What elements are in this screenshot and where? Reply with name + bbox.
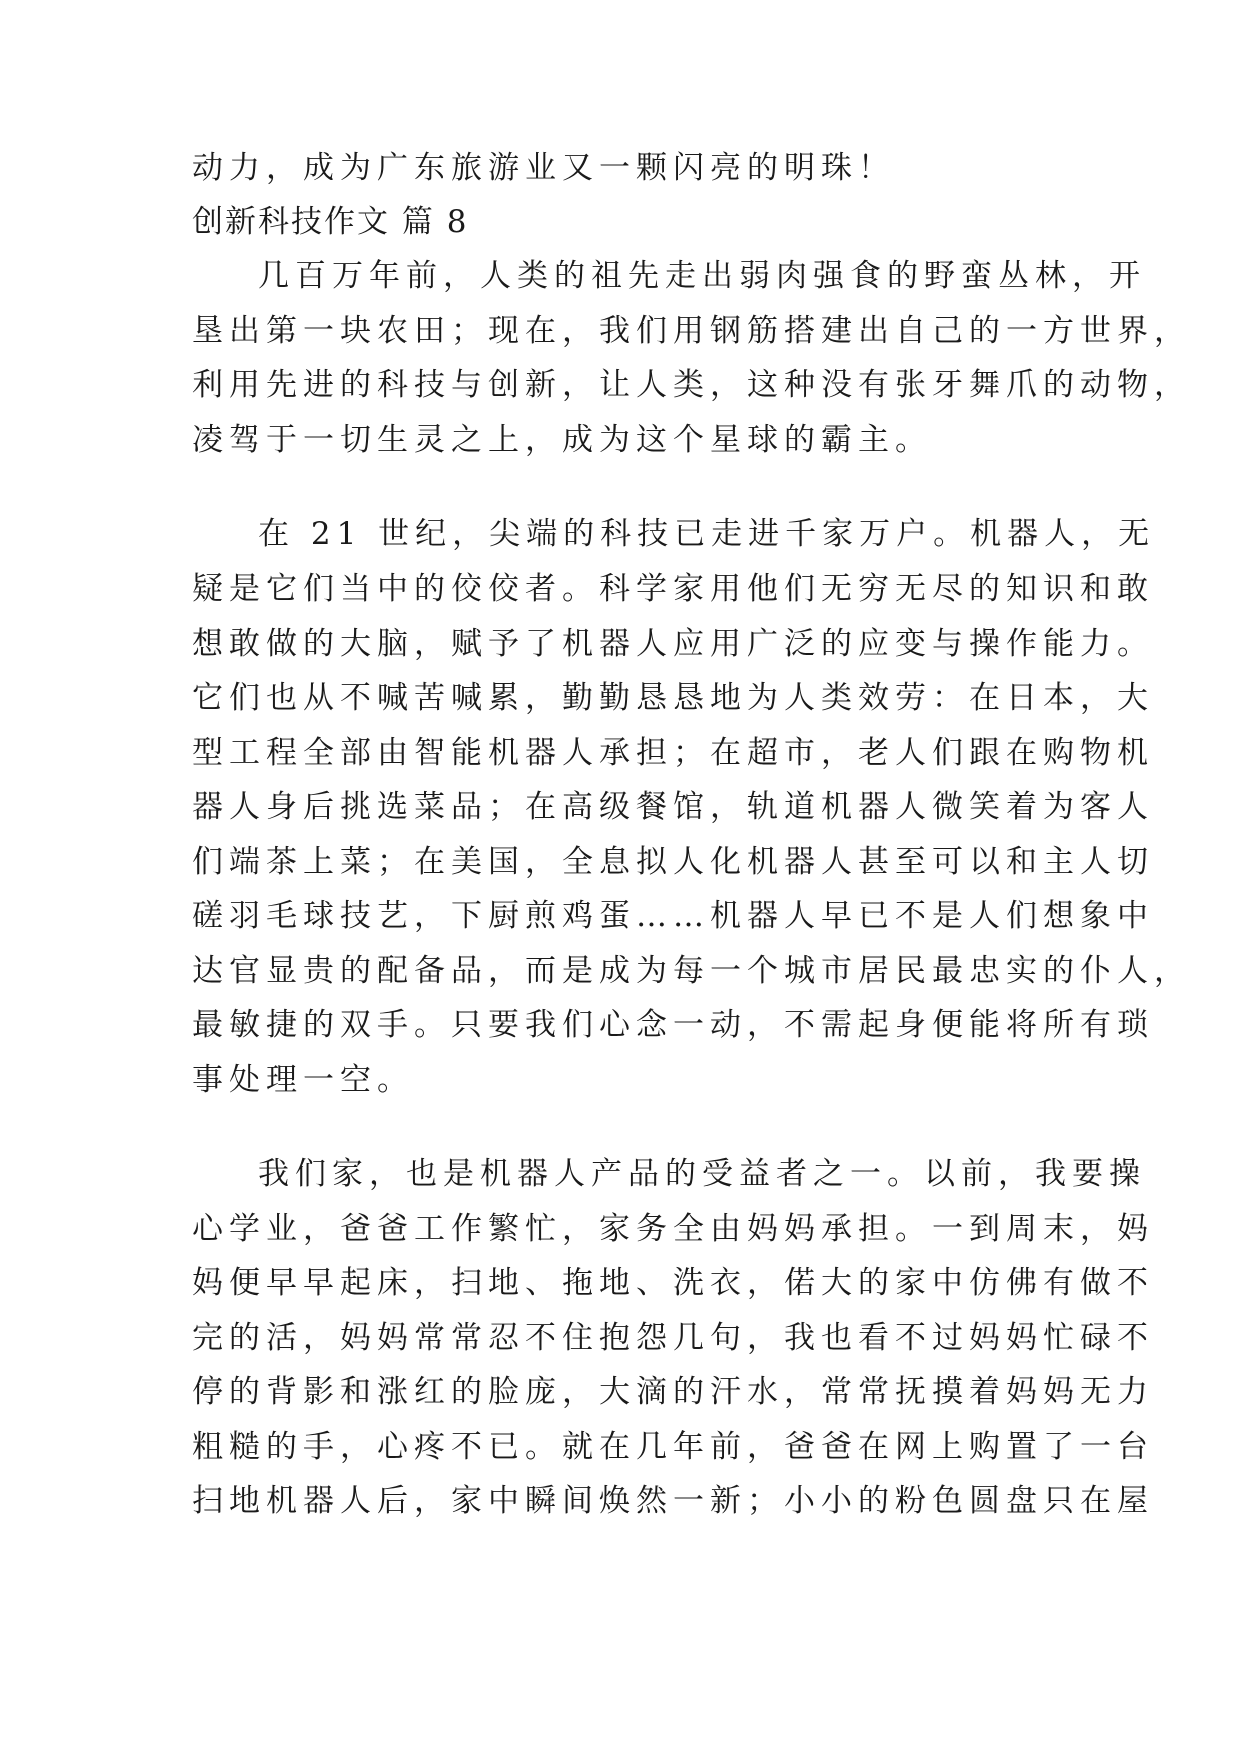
paragraph-2-line-7: 们端茶上菜；在美国，全息拟人化机器人甚至可以和主人切 — [192, 844, 1154, 880]
paragraph-2-line-1: 在 21 世纪，尖端的科技已走进千家万户。机器人，无 — [258, 516, 1156, 552]
paragraph-3-line-5: 停的背影和涨红的脸庞，大滴的汗水，常常抚摸着妈妈无力 — [192, 1374, 1154, 1410]
paragraph-3-line-1: 我们家，也是机器人产品的受益者之一。以前，我要操 — [258, 1156, 1146, 1192]
paragraph-3-line-2: 心学业，爸爸工作繁忙，家务全由妈妈承担。一到周末，妈 — [192, 1211, 1154, 1247]
paragraph-2-line-11: 事处理一空。 — [192, 1062, 414, 1098]
paragraph-3-line-4: 完的活，妈妈常常忍不住抱怨几句，我也看不过妈妈忙碌不 — [192, 1320, 1154, 1356]
paragraph-2-line-3: 想敢做的大脑，赋予了机器人应用广泛的应变与操作能力。 — [192, 626, 1154, 662]
paragraph-1-line-3: 利用先进的科技与创新，让人类，这种没有张牙舞爪的动物， — [192, 367, 1191, 403]
paragraph-1-line-1: 几百万年前，人类的祖先走出弱肉强食的野蛮丛林，开 — [258, 258, 1146, 294]
paragraph-2-line-10: 最敏捷的双手。只要我们心念一动，不需起身便能将所有琐 — [192, 1007, 1154, 1043]
paragraph-2-line-2: 疑是它们当中的佼佼者。科学家用他们无穷无尽的知识和敢 — [192, 571, 1154, 607]
paragraph-2-line-4: 它们也从不喊苦喊累，勤勤恳恳地为人类效劳：在日本，大 — [192, 680, 1154, 716]
paragraph-1-line-4: 凌驾于一切生灵之上，成为这个星球的霸主。 — [192, 422, 932, 458]
paragraph-3-line-6: 粗糙的手，心疼不已。就在几年前，爸爸在网上购置了一台 — [192, 1429, 1154, 1465]
paragraph-2-line-9: 达官显贵的配备品，而是成为每一个城市居民最忠实的仆人， — [192, 953, 1191, 989]
section-title: 创新科技作文 篇 8 — [192, 204, 469, 240]
paragraph-2-line-5: 型工程全部由智能机器人承担；在超市，老人们跟在购物机 — [192, 735, 1154, 771]
paragraph-2-line-6: 器人身后挑选菜品；在高级餐馆，轨道机器人微笑着为客人 — [192, 789, 1154, 825]
paragraph-1-line-2: 垦出第一块农田；现在，我们用钢筋搭建出自己的一方世界， — [192, 313, 1191, 349]
text-line-1: 动力，成为广东旅游业又一颗闪亮的明珠！ — [192, 150, 895, 186]
paragraph-2-line-8: 磋羽毛球技艺，下厨煎鸡蛋……机器人早已不是人们想象中 — [192, 898, 1154, 934]
paragraph-3-line-7: 扫地机器人后，家中瞬间焕然一新；小小的粉色圆盘只在屋 — [192, 1483, 1154, 1519]
paragraph-3-line-3: 妈便早早起床，扫地、拖地、洗衣，偌大的家中仿佛有做不 — [192, 1265, 1154, 1301]
